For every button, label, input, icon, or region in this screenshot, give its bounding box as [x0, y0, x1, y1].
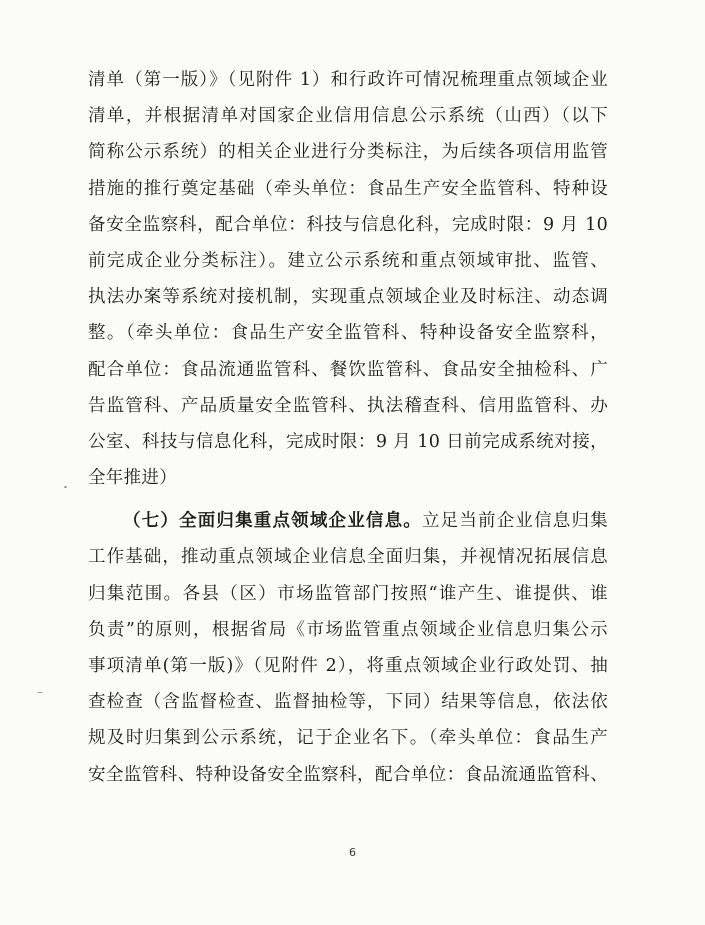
- text-line: 整。（牵头单位：食品生产安全监管科、特种设备安全监察科，: [88, 323, 608, 344]
- text-line: 配合单位：食品流通监管科、餐饮监管科、食品安全抽检科、广: [88, 359, 608, 380]
- text-line: 清单，并根据清单对国家企业信用信息公示系统（山西）（以下: [88, 106, 608, 127]
- page-number: 6: [349, 846, 356, 859]
- text-line: 前完成企业分类标注）。建立公示系统和重点领域审批、监管、: [88, 250, 608, 271]
- text-line: 措施的推行奠定基础（牵头单位：食品生产安全监管科、特种设: [88, 178, 608, 199]
- section-heading-rest: 立足当前企业信息归集: [422, 511, 608, 532]
- section-heading-line: [88, 503, 608, 539]
- text-line: 事项清单(第一版)》（见附件 2），将重点领域企业行政处罚、抽: [88, 656, 608, 676]
- text-line: 全年推进）: [88, 468, 177, 489]
- text-line: 公室、科技与信息化科，完成时限：9 月 10 日前完成系统对接，: [88, 431, 608, 452]
- text-line: 归集范围。各县（区）市场监管部门按照“谁产生、谁提供、谁: [88, 583, 608, 604]
- text-line: 工作基础，推动重点领域企业信息全面归集，并视情况拓展信息: [88, 547, 608, 568]
- text-line: 执法办案等系统对接机制，实现重点领域企业及时标注、动态调: [88, 287, 608, 308]
- text-line: 备安全监察科，配合单位：科技与信息化科，完成时限：9 月 10: [88, 214, 608, 235]
- text-line: 查检查（含监督检查、监督抽检等，下同）结果等信息，依法依: [88, 692, 608, 713]
- body-text: [88, 62, 608, 793]
- text-line: 清单（第一版）》（见附件 1）和行政许可情况梳理重点领域企业: [88, 70, 608, 90]
- text-line: 告监管科、产品质量安全监管科、执法稽查科、信用监管科、办: [88, 395, 608, 416]
- section-heading: （七）全面归集重点领域企业信息。: [123, 511, 422, 532]
- text-line: 简称公示系统）的相关企业进行分类标注，为后续各项信用监管: [88, 142, 608, 163]
- text-line: 安全监管科、特种设备安全监察科，配合单位：食品流通监管科、: [88, 764, 608, 785]
- text-line: 负责”的原则，根据省局《市场监管重点领域企业信息归集公示: [88, 619, 608, 640]
- scan-speck: [64, 486, 67, 488]
- scan-speck: [37, 692, 43, 693]
- text-line: 规及时归集到公示系统，记于企业名下。（牵头单位：食品生产: [88, 728, 608, 749]
